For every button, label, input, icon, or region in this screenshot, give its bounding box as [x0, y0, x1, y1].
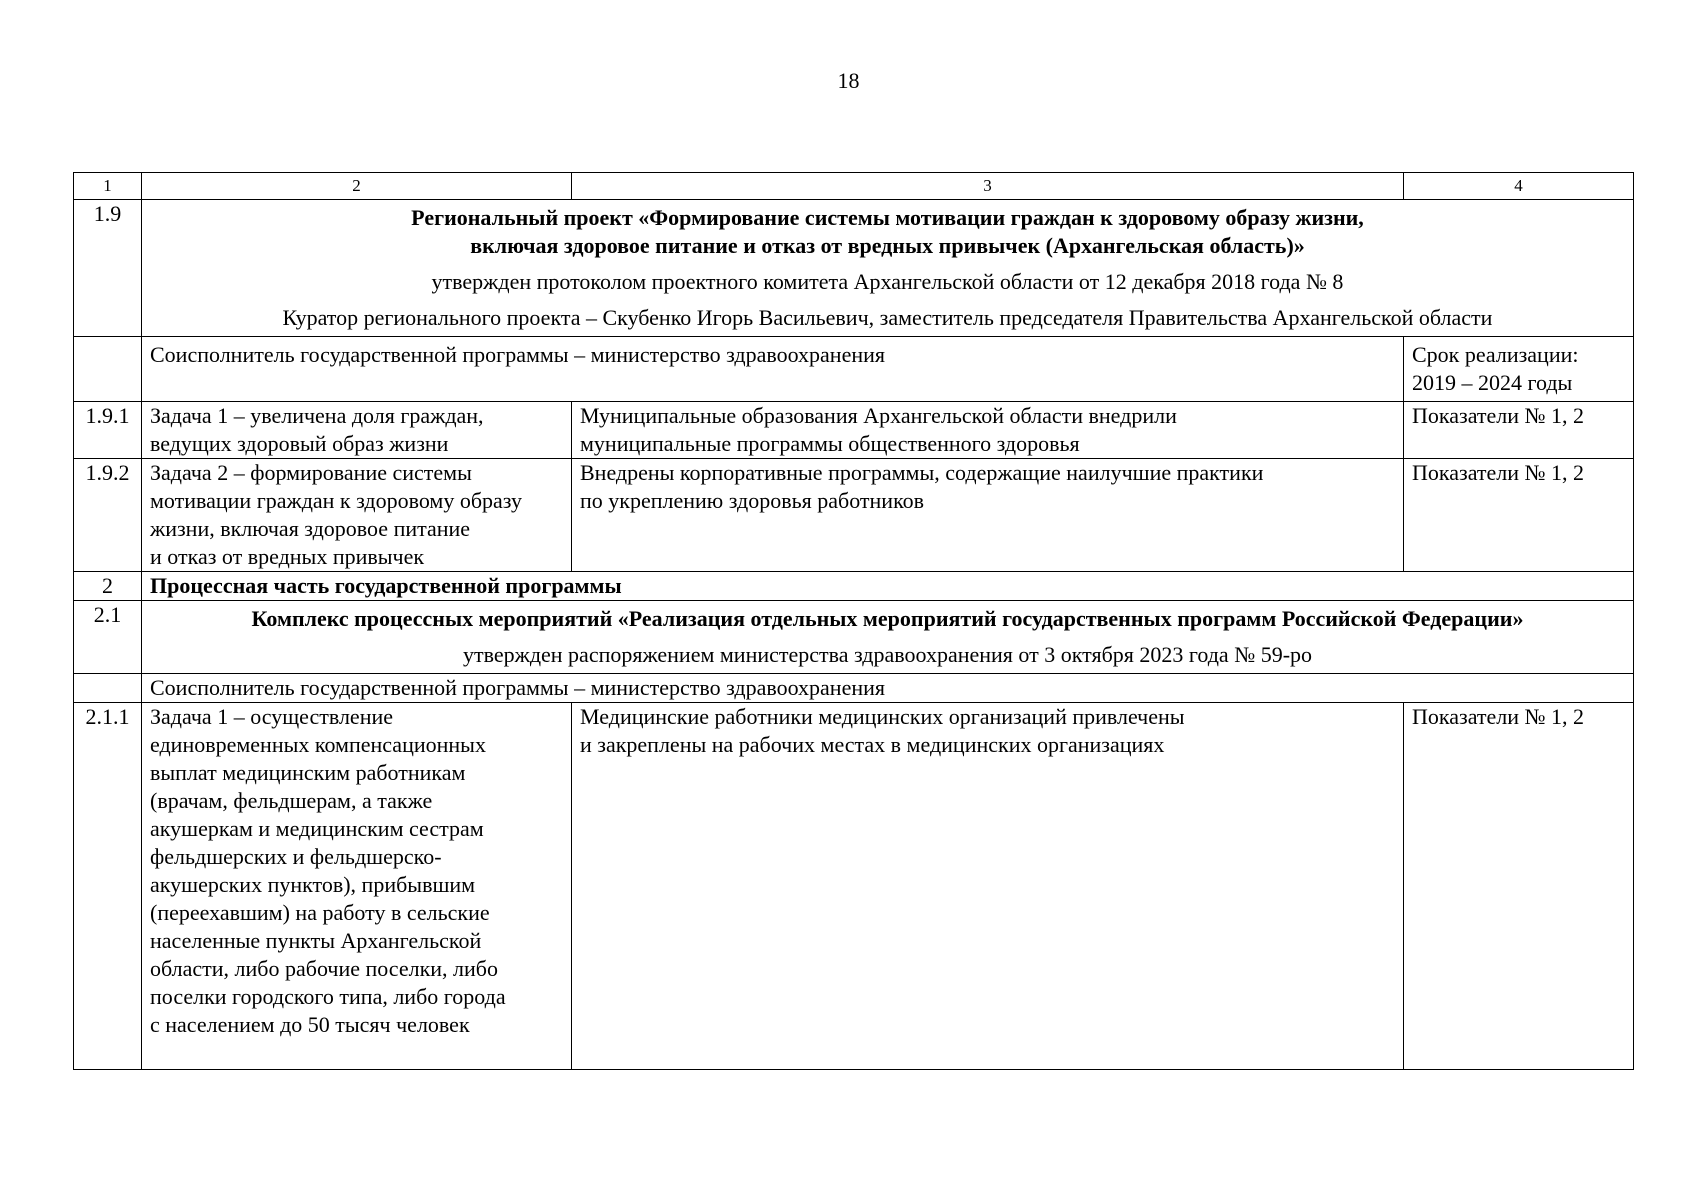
- page-number: 18: [837, 68, 860, 93]
- row-number: 2.1: [74, 601, 142, 674]
- coexecutor-row: [74, 337, 1634, 402]
- task-row-1-9-2: [74, 459, 1634, 572]
- row-number: 1.9.2: [74, 459, 142, 572]
- task-text: Задача 1 – увеличена доля граждан, ведущих здоровый образ жизни: [142, 402, 572, 459]
- result-text: Внедрены корпоративные программы, содержащие наилучшие практики по укреплению здоровья работников: [572, 459, 1404, 572]
- approval-note: утвержден распоряжением министерства здравоохранения от 3 октября 2023 года № 59-ро: [462, 642, 1313, 667]
- indicators-text: Показатели № 1, 2: [1404, 703, 1634, 1070]
- indicators-text: Показатели № 1, 2: [1404, 402, 1634, 459]
- program-table: [73, 172, 1634, 1070]
- section-cell: [142, 601, 1634, 674]
- empty-number-cell: [74, 674, 142, 703]
- coexecutor-text: Соисполнитель государственной программы – министерство здравоохранения: [142, 337, 1404, 402]
- result-text: Муниципальные образования Архангельской области внедрили муниципальные программы общественного здоровья: [572, 402, 1404, 459]
- section-row-2-1: [74, 601, 1634, 674]
- approval-note: утвержден протоколом проектного комитета Архангельской области от 12 декабря 2018 года № 8: [431, 269, 1344, 294]
- coexecutor-row: [74, 674, 1634, 703]
- coexecutor-text: Соисполнитель государственной программы – министерство здравоохранения: [142, 674, 1634, 703]
- task-row-1-9-1: [74, 402, 1634, 459]
- column-number-4: 4: [1404, 173, 1634, 200]
- complex-title: Комплекс процессных мероприятий «Реализация отдельных мероприятий государственных программ Российской Федерации»: [251, 606, 1524, 631]
- task-text: Задача 2 – формирование системы мотивации граждан к здоровому образу жизни, включая здоровое питание и отказ от вредных привычек: [142, 459, 572, 572]
- row-number: 1.9: [74, 200, 142, 337]
- task-text: Задача 1 – осуществление единовременных компенсационных выплат медицинским работникам (врачам, фельдшерам, а также акушеркам и медицинским сестрам фельдшерских и фельдшерско- акушерских пунктов), прибывшим (переехавшим) на работу в сельские населенные пункты Архангельской области, либо рабочие поселки, либо поселки городского типа, либо города с населением до 50 тысяч человек: [142, 703, 572, 1070]
- row-number: 2: [74, 572, 142, 601]
- row-number: 1.9.1: [74, 402, 142, 459]
- result-text: Медицинские работники медицинских организаций привлечены и закреплены на рабочих местах в медицинских организациях: [572, 703, 1404, 1070]
- empty-number-cell: [74, 337, 142, 402]
- column-number-1: 1: [74, 173, 142, 200]
- project-title: Региональный проект «Формирование системы мотивации граждан к здоровому образу жизни, включая здоровое питание и отказ от вредных привычек (Архангельская область)»: [411, 205, 1364, 258]
- section-row-1-9: [74, 200, 1634, 337]
- section-cell: [142, 200, 1634, 337]
- indicators-text: Показатели № 1, 2: [1404, 459, 1634, 572]
- implementation-term: Срок реализации: 2019 – 2024 годы: [1404, 337, 1634, 402]
- section-title: Процессная часть государственной программы: [142, 572, 1634, 601]
- column-number-2: 2: [142, 173, 572, 200]
- section-row-2: [74, 572, 1634, 601]
- column-number-row: [74, 173, 1634, 200]
- row-number: 2.1.1: [74, 703, 142, 1070]
- column-number-3: 3: [572, 173, 1404, 200]
- curator-note: Куратор регионального проекта – Скубенко Игорь Васильевич, заместитель председателя Правительства Архангельской области: [282, 305, 1493, 330]
- task-row-2-1-1: [74, 703, 1634, 1070]
